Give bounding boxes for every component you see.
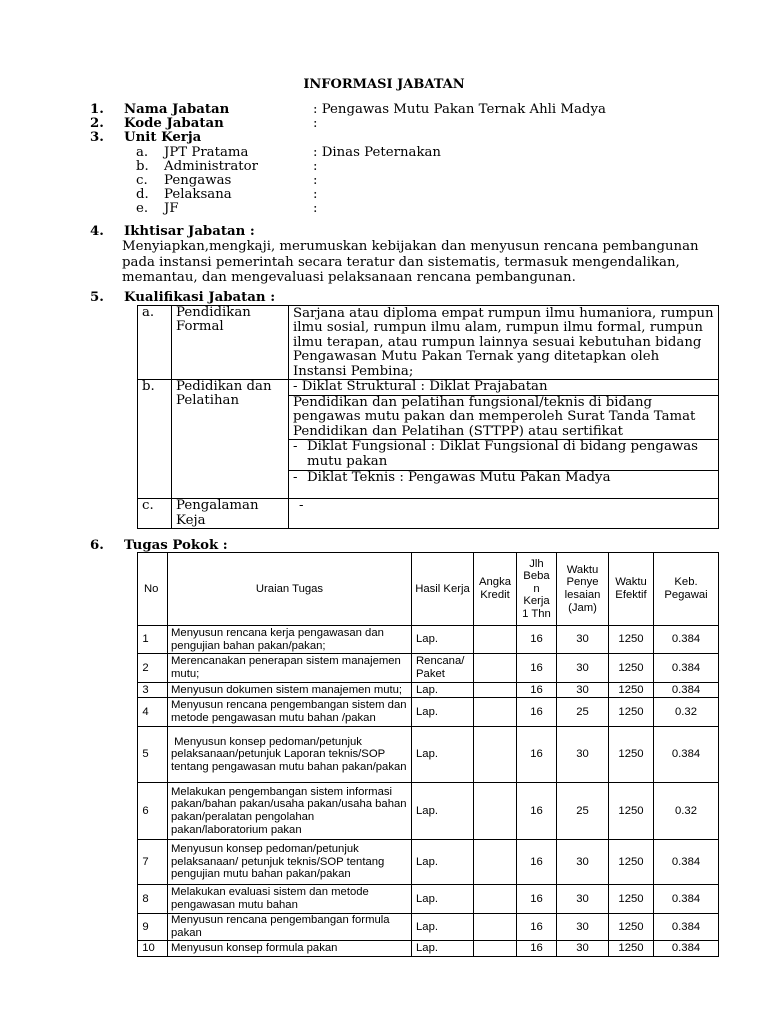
- row-uraian: Menyusun rencana pengembangan formula pakan: [168, 914, 412, 941]
- row-uraian: Melakukan pengembangan sistem informasi pakan/bahan pakan/usaha pakan/usaha bahan pakan/peralatan pengolahan pakan/laboratorium pakan: [168, 783, 412, 840]
- qual-diklat-pelatihan: Pendidikan dan pelatihan fungsional/teknis di bidang pengawas mutu pakan dan memperoleh Surat Tanda Tamat Pendidikan dan Pelatihan (STTPP) atau sertifikat: [289, 396, 719, 440]
- row-jlh: 16: [517, 885, 557, 914]
- row-jlh: 16: [517, 683, 557, 698]
- qual-label-diklat: Pedidikan dan Pelatihan: [172, 380, 289, 499]
- row-efektif: 1250: [609, 941, 654, 957]
- qual-text-pendidikan: Sarjana atau diploma empat rumpun ilmu humaniora, rumpun ilmu sosial, rumpun ilmu alam, rumpun ilmu formal, rumpun ilmu terapan, atau rumpun lainnya sesuai kebutuhan bidang Pengawasan Mutu Pakan Ternak yang ditetapkan oleh Instansi Pembina;: [289, 306, 719, 380]
- row-waktu: 30: [557, 914, 609, 941]
- row-no: 10: [138, 941, 168, 957]
- unit-sub-letter: a.: [136, 145, 149, 160]
- unit-sub-letter: c.: [136, 173, 148, 188]
- section-number-5: 5.: [90, 290, 104, 305]
- row-hasil: Lap.: [412, 941, 474, 957]
- table-row: [138, 783, 719, 840]
- qual-label-pendidikan: Pendidikan Formal: [172, 306, 289, 380]
- unit-sub-label: JF: [164, 201, 179, 216]
- row-waktu: 30: [557, 941, 609, 957]
- row-angka: [474, 783, 517, 840]
- row-jlh: 16: [517, 941, 557, 957]
- row-hasil: Lap.: [412, 840, 474, 885]
- unit-sub-label: Administrator: [164, 159, 258, 174]
- row-keb: 0.384: [654, 840, 719, 885]
- unit-sub-value: :: [313, 201, 318, 216]
- row-no: 4: [138, 698, 168, 727]
- row-waktu: 25: [557, 783, 609, 840]
- row-no: 6: [138, 783, 168, 840]
- row-keb: 0.384: [654, 914, 719, 941]
- item-number-2: 2.: [90, 116, 104, 131]
- table-row: [138, 914, 719, 941]
- unit-sub-letter: d.: [136, 187, 149, 202]
- table-row: [138, 626, 719, 654]
- row-angka: [474, 626, 517, 654]
- qual-diklat-fungsional: Diklat Fungsional : Diklat Fungsional di bidang pengawas mutu pakan: [307, 439, 698, 469]
- row-waktu: 30: [557, 654, 609, 683]
- row-efektif: 1250: [609, 840, 654, 885]
- table-row: [138, 885, 719, 914]
- row-uraian: Menyusun konsep pedoman/petunjuk pelaksanaan/ petunjuk teknis/SOP tentang pengujian mutu bahan pakan/pakan: [168, 840, 412, 885]
- row-waktu: 30: [557, 727, 609, 783]
- row-jlh: 16: [517, 840, 557, 885]
- dash-bullet: -: [293, 439, 298, 455]
- kode-jabatan-value: :: [313, 116, 318, 131]
- row-efektif: 1250: [609, 727, 654, 783]
- unit-sub-value: :: [313, 187, 318, 202]
- tugas-heading: Tugas Pokok :: [124, 538, 228, 553]
- qual-letter-b: b.: [138, 380, 172, 499]
- kode-jabatan-label: Kode Jabatan: [124, 116, 224, 131]
- row-no: 7: [138, 840, 168, 885]
- ikhtisar-text: Menyiapkan,mengkaji, merumuskan kebijakan dan menyusun rencana pembangunan pada instansi pemerintah secara teratur dan sistematis, termasuk mengendalikan, memantau, dan mengevaluasi pelaksanaan rencana pembangunan.: [122, 239, 699, 285]
- table-row: [138, 727, 719, 783]
- unit-kerja-label: Unit Kerja: [124, 130, 202, 145]
- qual-letter-a: a.: [138, 306, 172, 380]
- nama-jabatan-label: Nama Jabatan: [124, 102, 230, 117]
- row-keb: 0.32: [654, 698, 719, 727]
- row-keb: 0.384: [654, 727, 719, 783]
- unit-sub-value: :: [313, 159, 318, 174]
- row-uraian: Merencanakan penerapan sistem manajemen mutu;: [168, 654, 412, 683]
- row-angka: [474, 698, 517, 727]
- col-header-uraian: Uraian Tugas: [168, 553, 412, 626]
- row-no: 1: [138, 626, 168, 654]
- section-number-4: 4.: [90, 224, 104, 239]
- row-no: 2: [138, 654, 168, 683]
- row-waktu: 30: [557, 840, 609, 885]
- qual-label-pengalaman: Pengalaman Keja: [172, 499, 289, 529]
- unit-sub-value: : Dinas Peternakan: [313, 145, 441, 160]
- table-row: [138, 654, 719, 683]
- item-number-1: 1.: [90, 102, 104, 117]
- nama-jabatan-value: : Pengawas Mutu Pakan Ternak Ahli Madya: [313, 102, 606, 117]
- ikhtisar-heading: Ikhtisar Jabatan :: [124, 224, 255, 239]
- col-header-no: No: [138, 553, 168, 626]
- row-efektif: 1250: [609, 698, 654, 727]
- item-number-3: 3.: [90, 130, 104, 145]
- row-angka: [474, 914, 517, 941]
- qual-diklat-teknis-cell: [289, 471, 719, 499]
- row-hasil: Lap.: [412, 914, 474, 941]
- row-uraian: Menyusun dokumen sistem manajemen mutu;: [168, 683, 412, 698]
- col-header-angka: Angka Kredit: [474, 553, 517, 626]
- col-header-jlh: Jlh Beba n Kerja 1 Thn: [517, 553, 557, 626]
- row-jlh: 16: [517, 626, 557, 654]
- row-efektif: 1250: [609, 626, 654, 654]
- row-uraian: Melakukan evaluasi sistem dan metode pengawasan mutu bahan: [168, 885, 412, 914]
- row-hasil: Lap.: [412, 885, 474, 914]
- row-hasil: Lap.: [412, 683, 474, 698]
- row-keb: 0.32: [654, 783, 719, 840]
- row-no: 9: [138, 914, 168, 941]
- row-waktu: 25: [557, 698, 609, 727]
- row-angka: [474, 727, 517, 783]
- row-keb: 0.384: [654, 941, 719, 957]
- row-keb: 0.384: [654, 654, 719, 683]
- unit-sub-letter: b.: [136, 159, 149, 174]
- row-no: 8: [138, 885, 168, 914]
- row-waktu: 30: [557, 683, 609, 698]
- row-waktu: 30: [557, 626, 609, 654]
- row-angka: [474, 941, 517, 957]
- kualifikasi-heading: Kualifikasi Jabatan :: [124, 290, 276, 305]
- row-uraian: Menyusun konsep formula pakan: [168, 941, 412, 957]
- row-jlh: 16: [517, 783, 557, 840]
- unit-sub-label: JPT Pratama: [164, 145, 249, 160]
- table-row: [138, 840, 719, 885]
- tugas-table: [137, 552, 719, 957]
- row-keb: 0.384: [654, 885, 719, 914]
- row-angka: [474, 885, 517, 914]
- qual-diklat-struktural: - Diklat Struktural : Diklat Prajabatan: [289, 380, 719, 396]
- row-efektif: 1250: [609, 783, 654, 840]
- table-row: [138, 941, 719, 957]
- document-title: INFORMASI JABATAN: [303, 77, 465, 92]
- unit-sub-label: Pengawas: [164, 173, 232, 188]
- qual-letter-c: c.: [138, 499, 172, 529]
- row-waktu: 30: [557, 885, 609, 914]
- col-header-waktu: Waktu Penye lesaian (Jam): [557, 553, 609, 626]
- row-angka: [474, 840, 517, 885]
- unit-sub-value: :: [313, 173, 318, 188]
- row-hasil: Lap.: [412, 698, 474, 727]
- row-no: 3: [138, 683, 168, 698]
- table-row: [138, 683, 719, 698]
- qual-diklat-teknis: Diklat Teknis : Pengawas Mutu Pakan Madya: [307, 470, 611, 486]
- row-jlh: 16: [517, 654, 557, 683]
- row-no: 5: [138, 727, 168, 783]
- qual-diklat-fungsional-cell: [289, 440, 719, 471]
- qual-pengalaman-value: -: [289, 499, 719, 529]
- col-header-hasil: Hasil Kerja: [412, 553, 474, 626]
- row-efektif: 1250: [609, 885, 654, 914]
- dash-bullet: -: [293, 470, 298, 486]
- row-keb: 0.384: [654, 626, 719, 654]
- row-uraian: Menyusun rencana pengembangan sistem dan metode pengawasan mutu bahan /pakan: [168, 698, 412, 727]
- unit-sub-letter: e.: [136, 201, 149, 216]
- row-efektif: 1250: [609, 683, 654, 698]
- row-efektif: 1250: [609, 914, 654, 941]
- row-uraian: Menyusun rencana kerja pengawasan dan pengujian bahan pakan/pakan;: [168, 626, 412, 654]
- row-jlh: 16: [517, 698, 557, 727]
- unit-sub-label: Pelaksana: [164, 187, 232, 202]
- col-header-efektif: Waktu Efektif: [609, 553, 654, 626]
- row-jlh: 16: [517, 727, 557, 783]
- kualifikasi-table: [137, 305, 719, 529]
- row-hasil: Lap.: [412, 626, 474, 654]
- section-number-6: 6.: [90, 538, 104, 553]
- row-jlh: 16: [517, 914, 557, 941]
- row-keb: 0.384: [654, 683, 719, 698]
- row-hasil: Rencana/ Paket: [412, 654, 474, 683]
- row-hasil: Lap.: [412, 783, 474, 840]
- row-angka: [474, 654, 517, 683]
- row-hasil: Lap.: [412, 727, 474, 783]
- table-row: [138, 698, 719, 727]
- row-uraian: Menyusun konsep pedoman/petunjuk pelaksanaan/petunjuk Laporan teknis/SOP tentang pengawasan mutu bahan pakan/pakan: [168, 727, 412, 783]
- row-angka: [474, 683, 517, 698]
- row-efektif: 1250: [609, 654, 654, 683]
- col-header-keb: Keb. Pegawai: [654, 553, 719, 626]
